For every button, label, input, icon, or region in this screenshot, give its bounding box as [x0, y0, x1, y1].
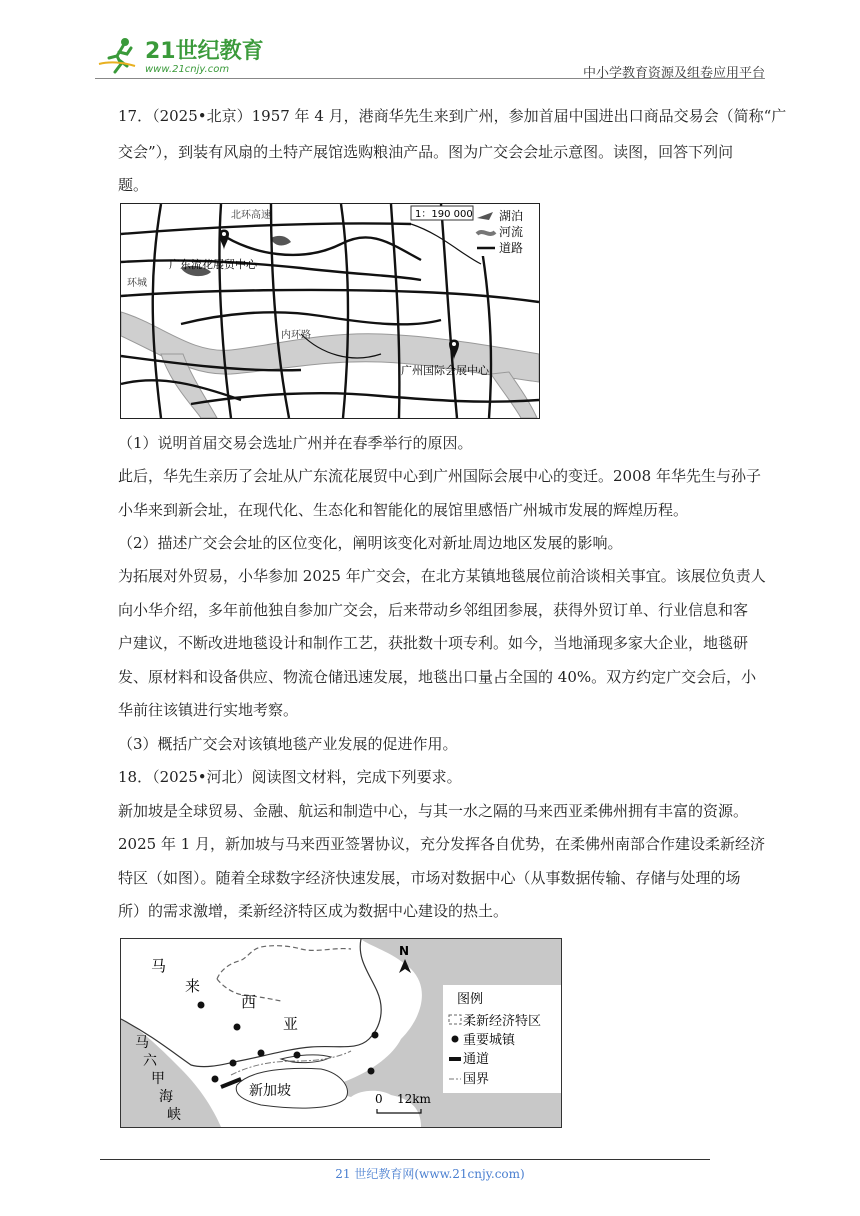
- label-strait-4: 海: [159, 1089, 173, 1105]
- canton-fair-site-map: [120, 203, 540, 419]
- legend-town: 重要城镇: [463, 1033, 516, 1048]
- site-liuhua-label: 广东流花展贸中心: [169, 258, 257, 271]
- page-header: [95, 28, 765, 80]
- scale-bar: [377, 1109, 421, 1113]
- label-malaysia-4: 亚: [283, 1015, 299, 1033]
- q17-para2-line4: 发、原材料和设备供应、物流仓储迅速发展，地毯出口量占全国的 40%。双方约定广交会后，小: [118, 668, 757, 686]
- q17-line1: 17．（2025•北京）1957 年 4 月，港商华先生来到广州，参加首届中国进出口商品交易会（简称“广: [118, 107, 787, 125]
- road-label-north-ring: 北环高速: [231, 210, 271, 221]
- runner-icon: [99, 38, 135, 72]
- label-malaysia-2: 来: [185, 977, 201, 995]
- q17-line2: 交会”），到装有风扇的土特产展馆选购粮油产品。图为广交会会址示意图。读图，回答下列问: [118, 143, 734, 161]
- q18-para-line3: 特区（如图）。随着全球数字经济快速发展，市场对数据中心（从事数据传输、存储与处理的场: [118, 869, 741, 887]
- q17-para1-line1: 此后，华先生亲历了会址从广东流花展贸中心到广州国际会展中心的变迁。2008 年华先生与孙子: [118, 467, 761, 485]
- footer-link[interactable]: 21 世纪教育网(www.21cnjy.com): [335, 1167, 525, 1181]
- q17-para2-line5: 华前往该镇进行实地考察。: [118, 701, 299, 719]
- header-divider: [95, 78, 765, 79]
- scale-zero: 0: [375, 1092, 383, 1106]
- town-legend-icon: [452, 1036, 459, 1043]
- q17-para2-line1: 为拓展对外贸易，小华参加 2025 年广交会，在北方某镇地毯展位前洽谈相关事宜。该展位负责人: [118, 567, 766, 585]
- q17-sub1: （1）说明首届交易会选址广州并在春季举行的原因。: [118, 434, 473, 452]
- logo-url: www.21cnjy.com: [145, 64, 230, 74]
- logo-text: 21世纪教育: [145, 39, 264, 64]
- legend-border: 国界: [463, 1072, 490, 1087]
- road-label-inner-ring: 内环路: [281, 330, 311, 341]
- label-malaysia-3: 西: [241, 993, 257, 1011]
- label-strait-1: 马: [135, 1035, 149, 1051]
- footer-divider: [100, 1159, 710, 1160]
- q17-para2-line3: 户建议，不断改进地毯设计和制作工艺，获批数十项专利。如今，当地涌现多家大企业，地毯研: [118, 634, 749, 652]
- legend-road: 道路: [499, 241, 524, 255]
- legend-river: 河流: [499, 225, 524, 239]
- label-strait-5: 峡: [167, 1107, 181, 1123]
- site-pazhou-label: 广州国际会展中心: [401, 364, 489, 377]
- q18-para-line1: 新加坡是全球贸易、金融、航运和制造中心，与其一水之隔的马来西亚柔佛州拥有丰富的资源。: [118, 802, 749, 820]
- legend-lake: 湖泊: [499, 209, 524, 223]
- map1-scale: 1：190 000: [415, 209, 473, 220]
- johor-singapore-sez-map: [120, 938, 562, 1128]
- q17-sub2: （2）描述广交会会址的区位变化，阐明该变化对新址周边地区发展的影响。: [118, 534, 623, 552]
- river-legend-icon: [477, 232, 495, 234]
- label-malaysia-1: 马: [151, 957, 167, 975]
- q18-line1: 18．（2025•河北）阅读图文材料，完成下列要求。: [118, 768, 462, 786]
- legend-zone: 柔新经济特区: [463, 1014, 542, 1029]
- q17-para2-line2: 向小华介绍，多年前他独自参加广交会，后来带动乡邻组团参展，获得外贸订单、行业信息和客: [118, 601, 749, 619]
- platform-name: 中小学教育资源及组卷应用平台: [582, 66, 765, 81]
- q18-para-line4: 所）的需求激增，柔新经济特区成为数据中心建设的热土。: [118, 902, 509, 920]
- q17-line3: 题。: [118, 176, 149, 194]
- site-logo: [95, 34, 265, 74]
- q18-para-line2: 2025 年 1 月，新加坡与马来西亚签署协议，充分发挥各自优势，在柔佛州南部合作建设柔新经济: [118, 835, 766, 853]
- legend-channel: 通道: [463, 1052, 490, 1067]
- scale-distance: 12km: [397, 1092, 431, 1106]
- north-label: N: [399, 944, 410, 958]
- label-singapore: 新加坡: [249, 1083, 291, 1099]
- label-strait-3: 甲: [151, 1071, 165, 1087]
- legend-title: 图例: [457, 992, 484, 1007]
- road-label-ring: 环城: [127, 278, 147, 289]
- label-strait-2: 六: [143, 1053, 157, 1069]
- q17-sub3: （3）概括广交会对该镇地毯产业发展的促进作用。: [118, 735, 458, 753]
- q17-para1-line2: 小华来到新会址，在现代化、生态化和智能化的展馆里感悟广州城市发展的辉煌历程。: [118, 501, 689, 519]
